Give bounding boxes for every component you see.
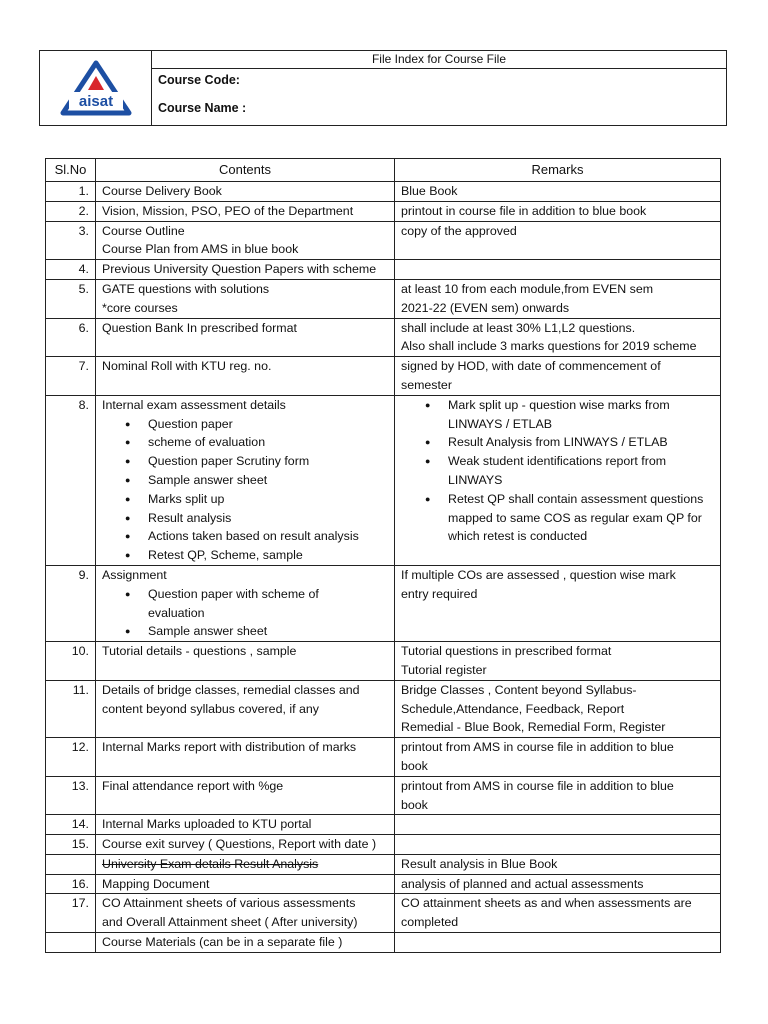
contents-line: Course Delivery Book	[102, 184, 222, 198]
row-contents	[96, 680, 395, 737]
table-row	[46, 565, 721, 641]
list-item: ● Actions taken based on result analysis	[148, 527, 388, 546]
row-number: 5.	[46, 279, 96, 318]
remarks-line: copy of the approved	[401, 223, 517, 238]
list-item: ● Result analysis	[148, 509, 388, 528]
remarks-line: printout from AMS in course file in addition to blue	[401, 740, 674, 755]
remarks-line: Result analysis in Blue Book	[401, 856, 558, 871]
row-remarks	[395, 738, 721, 777]
contents-line: Course Outline	[102, 223, 185, 238]
row-number: 8.	[46, 395, 96, 565]
contents-line: Assignment	[102, 567, 167, 582]
table-row	[46, 835, 721, 855]
contents-line: Question Bank In prescribed format	[102, 320, 297, 335]
row-contents	[96, 201, 395, 221]
page-title: File Index for Course File	[152, 51, 726, 69]
contents-line: and Overall Attainment sheet ( After university)	[102, 915, 358, 930]
row-remarks	[395, 874, 721, 894]
list-item	[448, 396, 714, 434]
table-header-row	[46, 159, 721, 182]
remarks-line: ● Retest QP shall contain assessment questions	[448, 491, 704, 506]
column-header-contents: Contents	[96, 159, 395, 182]
list-item	[448, 490, 714, 546]
remarks-line: which retest is conducted	[448, 529, 588, 544]
remarks-bullet-list	[401, 396, 714, 546]
row-remarks	[395, 201, 721, 221]
remarks-line: Blue Book	[401, 184, 458, 198]
list-item	[148, 622, 388, 641]
remarks-line: LINWAYS	[448, 472, 503, 487]
remarks-line: book	[401, 758, 428, 773]
row-remarks	[395, 260, 721, 280]
row-number: 1.	[46, 182, 96, 202]
row-contents	[96, 279, 395, 318]
remarks-line: Also shall include 3 marks questions for 2019 scheme	[401, 339, 697, 354]
row-contents	[96, 318, 395, 357]
remarks-line: analysis of planned and actual assessments	[401, 876, 644, 891]
row-remarks	[395, 854, 721, 874]
remarks-line: book	[401, 797, 428, 812]
list-item	[448, 452, 714, 490]
row-number: 3.	[46, 221, 96, 260]
row-contents	[96, 642, 395, 681]
contents-line: CO Attainment sheets of various assessments	[102, 896, 356, 911]
remarks-line: ● Mark split up - question wise marks from	[448, 397, 670, 412]
contents-line: Previous University Question Papers with scheme	[102, 262, 377, 277]
row-remarks	[395, 565, 721, 641]
remarks-line: If multiple COs are assessed , question wise mark	[401, 567, 676, 582]
contents-line: *core courses	[102, 300, 178, 315]
contents-bullet-list	[102, 415, 388, 565]
column-header-slno: Sl.No	[46, 159, 96, 182]
contents-line: Details of bridge classes, remedial classes and	[102, 682, 360, 697]
contents-line: Mapping Document	[102, 876, 210, 891]
row-number: 14.	[46, 815, 96, 835]
table-row	[46, 221, 721, 260]
list-item	[448, 433, 714, 452]
row-contents	[96, 395, 395, 565]
row-contents	[96, 933, 395, 953]
row-number: 13.	[46, 776, 96, 815]
row-remarks	[395, 680, 721, 737]
remarks-line: at least 10 from each module,from EVEN sem	[401, 281, 654, 296]
remarks-line: completed	[401, 915, 459, 930]
remarks-line: signed by HOD, with date of commencement of	[401, 359, 661, 374]
remarks-line: Bridge Classes , Content beyond Syllabus-	[401, 682, 637, 697]
remarks-line: ● Result Analysis from LINWAYS / ETLAB	[448, 435, 668, 450]
table-row	[46, 815, 721, 835]
table-row	[46, 260, 721, 280]
remarks-line: 2021-22 (EVEN sem) onwards	[401, 300, 570, 315]
table-row	[46, 680, 721, 737]
contents-line: Internal Marks report with distribution of marks	[102, 740, 357, 755]
row-remarks	[395, 395, 721, 565]
row-remarks	[395, 933, 721, 953]
row-number	[46, 933, 96, 953]
remarks-line: entry required	[401, 586, 478, 601]
column-header-remarks: Remarks	[395, 159, 721, 182]
table-row	[46, 894, 721, 933]
row-remarks	[395, 894, 721, 933]
contents-line: Course exit survey ( Questions, Report with date )	[102, 837, 377, 852]
table-row	[46, 395, 721, 565]
list-item	[148, 585, 388, 623]
remarks-line: Tutorial register	[401, 662, 487, 677]
course-code-label: Course Code:	[158, 73, 240, 87]
row-number: 15.	[46, 835, 96, 855]
row-contents	[96, 221, 395, 260]
row-remarks	[395, 815, 721, 835]
row-number: 12.	[46, 738, 96, 777]
row-remarks	[395, 835, 721, 855]
row-remarks	[395, 279, 721, 318]
table-row	[46, 874, 721, 894]
remarks-line: printout from AMS in course file in addition to blue	[401, 778, 674, 793]
remarks-line: ● Weak student identifications report from	[448, 454, 667, 469]
contents-line: evaluation	[148, 605, 205, 620]
row-contents	[96, 815, 395, 835]
contents-line: Vision, Mission, PSO, PEO of the Department	[102, 203, 354, 218]
contents-line: Internal Marks uploaded to KTU portal	[102, 817, 312, 832]
list-item: ● Marks split up	[148, 490, 388, 509]
remarks-line: Schedule,Attendance, Feedback, Report	[401, 701, 625, 716]
table-row	[46, 182, 721, 202]
list-item: ● Question paper Scrutiny form	[148, 452, 388, 471]
row-number: 16.	[46, 874, 96, 894]
row-contents	[96, 854, 395, 874]
table-row	[46, 318, 721, 357]
contents-line: Final attendance report with %ge	[102, 778, 284, 793]
contents-line: Internal exam assessment details	[102, 397, 286, 412]
row-contents	[96, 565, 395, 641]
table-row	[46, 279, 721, 318]
row-remarks	[395, 182, 721, 202]
row-contents	[96, 357, 395, 396]
row-number: 11.	[46, 680, 96, 737]
table-row	[46, 776, 721, 815]
list-item: ● Retest QP, Scheme, sample	[148, 546, 388, 565]
aisat-logo-icon	[59, 59, 133, 117]
table-row	[46, 642, 721, 681]
list-item: ● Sample answer sheet	[148, 471, 388, 490]
row-number	[46, 854, 96, 874]
header-info	[152, 51, 726, 125]
contents-line: Nominal Roll with KTU reg. no.	[102, 359, 272, 374]
row-remarks	[395, 318, 721, 357]
contents-bullet-list	[102, 585, 388, 641]
row-contents	[96, 738, 395, 777]
row-remarks	[395, 642, 721, 681]
contents-line: content beyond syllabus covered, if any	[102, 701, 319, 716]
row-number: 4.	[46, 260, 96, 280]
row-remarks	[395, 776, 721, 815]
logo-text: aisat	[78, 93, 113, 110]
table-row	[46, 201, 721, 221]
row-remarks	[395, 357, 721, 396]
table-row	[46, 738, 721, 777]
contents-line: Course Plan from AMS in blue book	[102, 242, 299, 257]
remarks-line: LINWAYS / ETLAB	[448, 416, 552, 431]
row-number: 17.	[46, 894, 96, 933]
contents-line: Tutorial details - questions , sample	[102, 644, 297, 659]
remarks-line: shall include at least 30% L1,L2 questions.	[401, 320, 636, 335]
remarks-line: CO attainment sheets as and when assessments are	[401, 896, 692, 911]
row-number: 6.	[46, 318, 96, 357]
row-contents	[96, 835, 395, 855]
list-item: ● Question paper	[148, 415, 388, 434]
contents-line: Course Materials (can be in a separate file )	[102, 935, 343, 950]
remarks-line: semester	[401, 377, 452, 392]
remarks-line: printout in course file in addition to blue book	[401, 203, 647, 218]
logo-cell	[40, 51, 152, 125]
row-number: 2.	[46, 201, 96, 221]
row-contents	[96, 182, 395, 202]
table-row	[46, 854, 721, 874]
contents-line: ● Question paper with scheme of	[148, 586, 319, 601]
row-contents	[96, 894, 395, 933]
contents-line: GATE questions with solutions	[102, 281, 270, 296]
file-index-header	[39, 50, 727, 126]
row-number: 7.	[46, 357, 96, 396]
table-row	[46, 933, 721, 953]
row-remarks	[395, 221, 721, 260]
remarks-line: Remedial - Blue Book, Remedial Form, Register	[401, 720, 666, 735]
list-item: ● scheme of evaluation	[148, 433, 388, 452]
row-contents	[96, 776, 395, 815]
row-contents	[96, 874, 395, 894]
remarks-line: Tutorial questions in prescribed format	[401, 644, 612, 659]
struck-contents-line: University Exam details Result Analysis	[102, 856, 319, 871]
row-contents	[96, 260, 395, 280]
course-name-label: Course Name :	[158, 101, 247, 115]
row-number: 9.	[46, 565, 96, 641]
contents-line: ● Sample answer sheet	[148, 624, 268, 639]
remarks-line: mapped to same COS as regular exam QP for	[448, 510, 702, 525]
file-index-table	[45, 158, 721, 953]
table-row	[46, 357, 721, 396]
row-number: 10.	[46, 642, 96, 681]
